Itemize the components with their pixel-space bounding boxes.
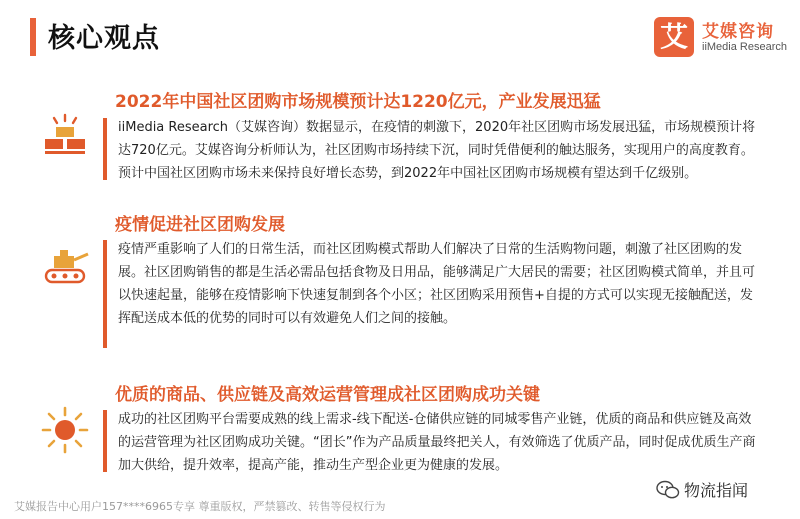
section-3-title: 优质的商品、供应链及高效运营管理成社区团购成功关键 [115, 385, 540, 405]
section-3-body: 成功的社区团购平台需要成熟的线上需求-线下配送-仓储供应链的同城零售产业链，优质的商品和供应链及高效的运营管理为社区团购成功关键。“团长”作为产品质量最终把关人，有效筛选了优质产品，同时促成优质生产商加大供给，提升效率，提高产能，推动生产型企业更为健康的发展。 [118, 412, 756, 473]
tank-icon [40, 240, 90, 290]
section-3-bracket [103, 410, 107, 472]
section-1-title: 2022年中国社区团购市场规模预计达1220亿元，产业发展迅猛 [115, 92, 601, 112]
section-2-bracket [103, 240, 107, 348]
section-1-body: iiMedia Research（艾媒咨询）数据显示，在疫情的刺激下，2020年社区团购市场发展迅猛，市场规模预计将达720亿元。艾媒咨询分析师认为，社区团购市场持续下沉，同时凭借便利的触达服务，实现用户的高度教育。预计中国社区团购市场未来保持良好增长态势，到2022年中国社区团购市场规模有望达到千亿级别。 [118, 120, 756, 181]
gold-bars-icon [40, 113, 90, 163]
section-1-bracket [103, 118, 107, 180]
section-2-body: 疫情严重影响了人们的日常生活，而社区团购模式帮助人们解决了日常的生活购物问题，刺激了社区团购的发展。社区团购销售的都是生活必需品包括食物及日用品，能够满足广大居民的需要；社区团购模式简单，并且可以快速起量，能够在疫情影响下快速复制到各个小区；社区团购采用预售+自提的方式可以实现无接触配送，发挥配送成本低的优势的同时可以有效避免人们之间的接触。 [118, 242, 756, 326]
logo-mark: 艾 [654, 17, 694, 57]
page-title: 核心观点 [48, 23, 160, 54]
sun-icon [40, 405, 90, 455]
logo-name-en: iiMedia Research [702, 41, 787, 53]
wechat-icon [656, 480, 680, 500]
logo-name-cn: 艾媒咨询 [702, 22, 774, 42]
copyright-footer: 艾媒报告中心用户157****6965专享 尊重版权，严禁篡改、转售等侵权行为 [14, 500, 386, 513]
title-accent-bar [30, 18, 36, 56]
wechat-account-name: 物流指闻 [684, 481, 749, 500]
brand-logo [654, 17, 794, 61]
section-2-title: 疫情促进社区团购发展 [115, 215, 285, 235]
